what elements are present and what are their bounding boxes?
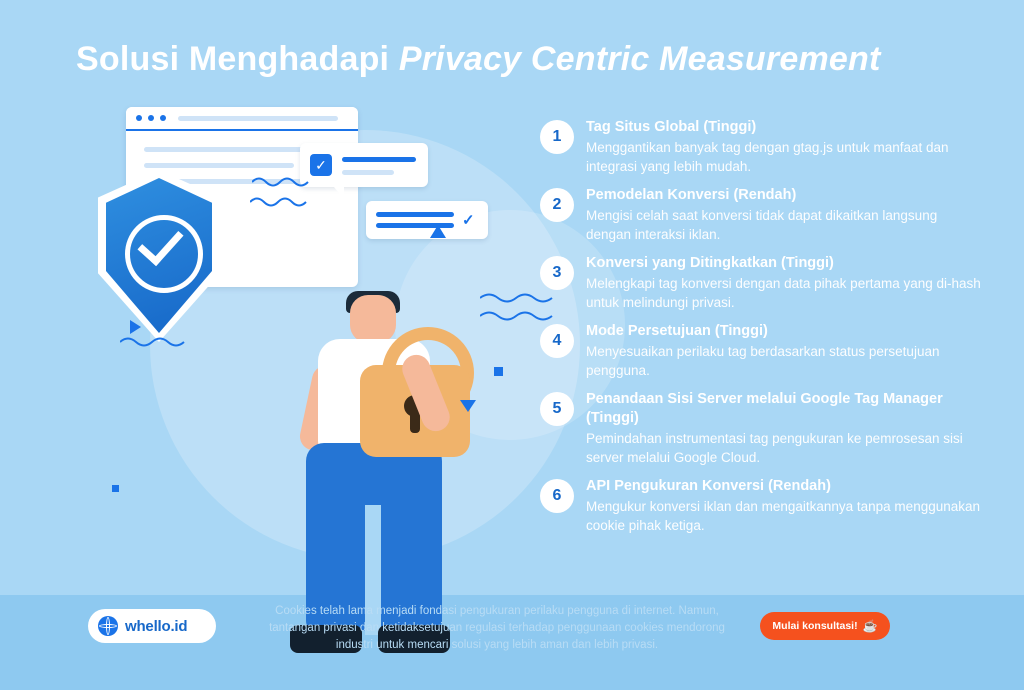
squiggle-decoration: [250, 195, 310, 209]
browser-dot: [148, 115, 154, 121]
browser-dot: [160, 115, 166, 121]
triangle-outline-decoration: [430, 225, 446, 238]
list-item-text: [586, 322, 985, 380]
list-item-title: Pemodelan Konversi (Rendah): [586, 187, 797, 203]
benefit-list: [540, 118, 985, 545]
list-item: [540, 477, 985, 535]
list-item-title: Konversi yang Ditingkatkan (Tinggi): [586, 255, 834, 271]
list-item-description: Pemindahan instrumentasi tag pengukuran ke pemrosesan sisi server melalui Google Cloud.: [586, 431, 963, 465]
page-title-emphasis: Privacy Centric Measurement: [398, 40, 881, 78]
illustration: [60, 95, 540, 595]
list-item: [540, 254, 985, 312]
list-item-title: Tag Situs Global (Tinggi): [586, 119, 757, 135]
squiggle-decoration: [120, 335, 192, 349]
person-head: [350, 295, 396, 343]
triangle-decoration: [130, 320, 141, 334]
check-icon: ✓: [310, 154, 332, 176]
bubble-tail: [334, 187, 344, 199]
coffee-cup-icon: ☕: [862, 619, 878, 633]
list-item-text: [586, 186, 985, 244]
triangle-down-decoration: [460, 400, 476, 412]
page-title-plain: Solusi Menghadapi: [76, 40, 399, 78]
browser-dot: [136, 115, 142, 121]
list-item-number: 4: [540, 324, 574, 358]
bubble-line: [376, 212, 454, 217]
chat-bubble: [300, 143, 428, 187]
list-item-number: 5: [540, 392, 574, 426]
list-item-number: 6: [540, 479, 574, 513]
list-item-text: [586, 118, 985, 176]
list-item-description: Menggantikan banyak tag dengan gtag.js untuk manfaat dan integrasi yang lebih mudah.: [586, 140, 949, 174]
list-item-description: Mengukur konversi iklan dan mengaitkannya tanpa menggunakan cookie pihak ketiga.: [586, 499, 981, 533]
cta-label: Mulai konsultasi!: [772, 620, 858, 632]
list-item-title: API Pengukuran Konversi (Rendah): [586, 478, 831, 494]
list-item-title: Mode Persetujuan (Tinggi): [586, 323, 768, 339]
list-item-text: [586, 477, 985, 535]
footer-note: Cookies telah lama menjadi fondasi pengukuran perilaku pengguna di internet. Namun, tantangan privasi dan ketidaksetujuan regulasi terhadap penggunaan cookies mendorong industri untuk mencari solusi yang lebih aman dan lebih privasi.: [269, 605, 725, 651]
square-decoration: [112, 485, 119, 492]
consultation-cta-button[interactable]: [760, 612, 890, 640]
bubble-line: [342, 170, 394, 175]
list-item-number: 3: [540, 256, 574, 290]
brand-logo[interactable]: [88, 609, 216, 643]
list-item-text: [586, 254, 985, 312]
browser-url-line: [178, 116, 338, 121]
squiggle-decoration: [252, 175, 312, 189]
brand-name: whello.id: [125, 617, 188, 635]
padlock-keyhole-slot: [410, 411, 420, 433]
page-title: [76, 38, 976, 80]
globe-icon: [98, 616, 118, 636]
list-item: [540, 390, 985, 467]
list-item-text: [586, 390, 985, 467]
list-item: [540, 118, 985, 176]
list-item-title: Penandaan Sisi Server melalui Google Tag Manager (Tinggi): [586, 391, 943, 426]
check-icon: ✓: [462, 212, 475, 229]
list-item: [540, 186, 985, 244]
chat-bubble: [366, 201, 488, 239]
list-item-number: 1: [540, 120, 574, 154]
list-item-description: Mengisi celah saat konversi tidak dapat dikaitkan langsung dengan interaksi iklan.: [586, 208, 938, 242]
list-item-description: Melengkapi tag konversi dengan data pihak pertama yang di-hash untuk melindungi privasi.: [586, 276, 981, 310]
content-line: [144, 163, 294, 168]
shield-check-icon: [98, 170, 220, 342]
list-item-number: 2: [540, 188, 574, 222]
bubble-line: [342, 157, 416, 162]
list-item-description: Menyesuaikan perilaku tag berdasarkan status persetujuan pengguna.: [586, 344, 940, 378]
square-decoration: [494, 367, 503, 376]
list-item: [540, 322, 985, 380]
